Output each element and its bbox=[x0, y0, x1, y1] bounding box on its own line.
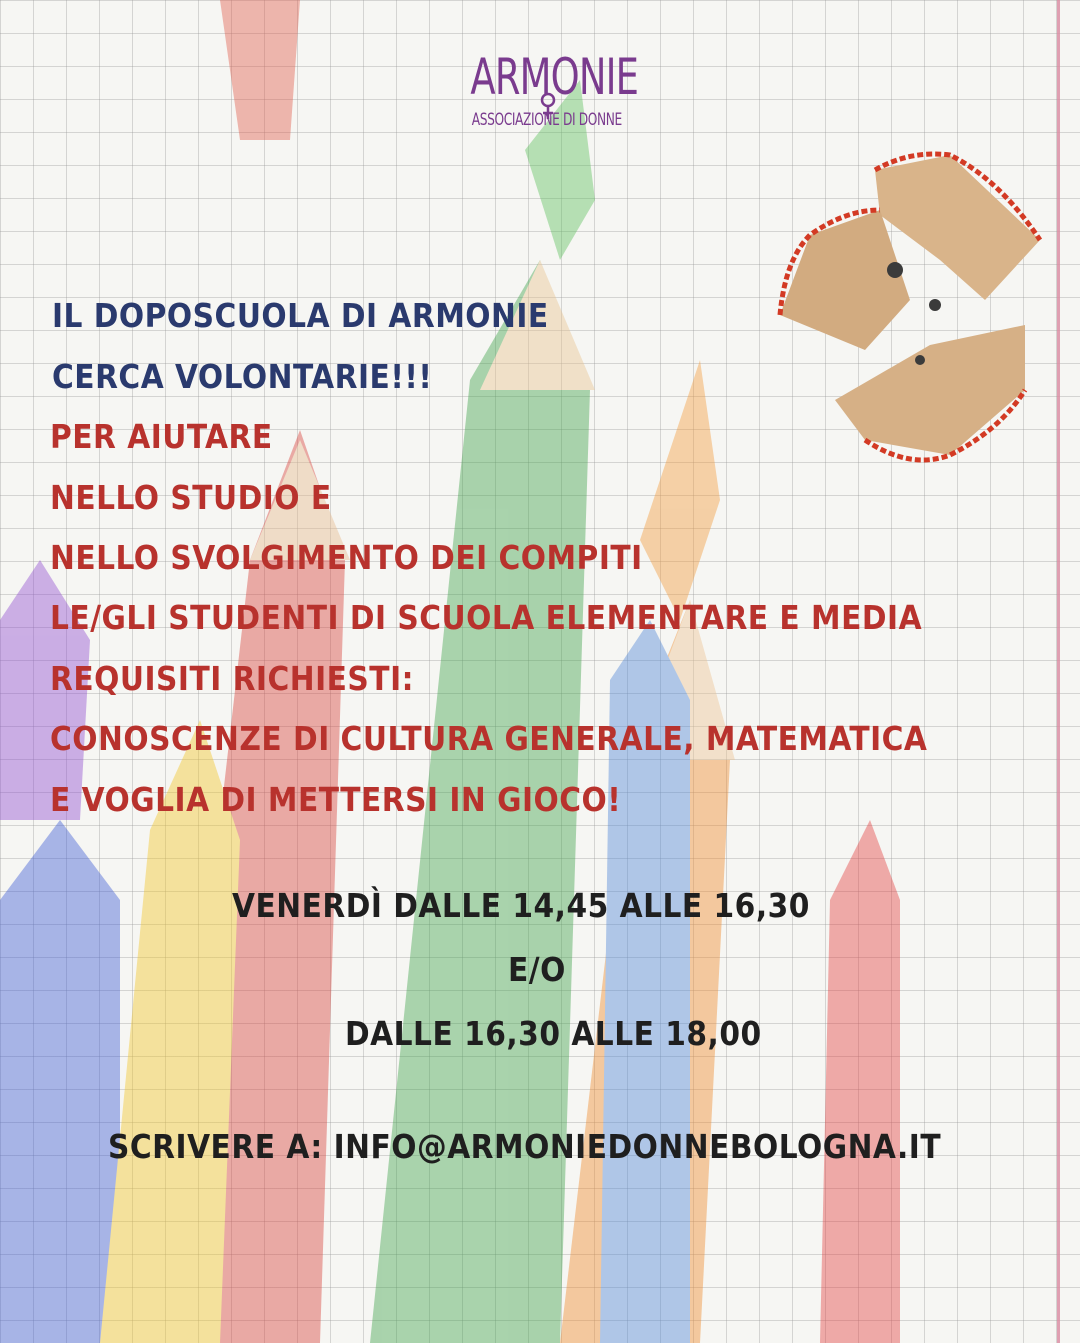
requirements-line-1: CONOSCENZE DI CULTURA GENERALE, MATEMATICA bbox=[50, 719, 928, 758]
venus-symbol-icon bbox=[540, 92, 556, 120]
contact-email: SCRIVERE A: INFO@ARMONIEDONNEBOLOGNA.IT bbox=[108, 1127, 942, 1166]
description-line-4: LE/GLI STUDENTI DI SCUOLA ELEMENTARE E MEDIA bbox=[50, 598, 923, 637]
pencil-shavings-image bbox=[770, 150, 1050, 480]
schedule-line-3: DALLE 16,30 ALLE 18,00 bbox=[345, 1014, 762, 1053]
notebook-margin-line bbox=[1057, 0, 1060, 1343]
logo-name: ARMONIE bbox=[470, 48, 639, 106]
schedule-line-2: E/O bbox=[508, 950, 566, 989]
headline-line-2: CERCA VOLONTARIE!!! bbox=[52, 357, 433, 396]
requirements-heading: REQUISITI RICHIESTI: bbox=[50, 659, 414, 698]
armonie-logo bbox=[452, 48, 642, 130]
schedule-line-1: VENERDÌ DALLE 14,45 ALLE 16,30 bbox=[232, 886, 810, 925]
description-line-2: NELLO STUDIO E bbox=[50, 478, 332, 517]
headline-line-1: IL DOPOSCUOLA DI ARMONIE bbox=[52, 296, 549, 335]
description-line-3: NELLO SVOLGIMENTO DEI COMPITI bbox=[50, 538, 643, 577]
requirements-line-2: E VOGLIA DI METTERSI IN GIOCO! bbox=[50, 780, 622, 819]
logo-subtitle: ASSOCIAZIONE DI DONNE bbox=[471, 110, 623, 130]
description-line-1: PER AIUTARE bbox=[50, 417, 273, 456]
